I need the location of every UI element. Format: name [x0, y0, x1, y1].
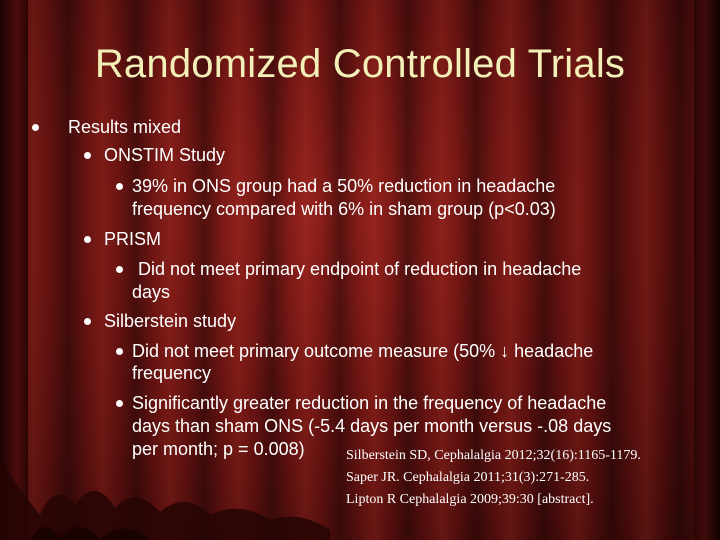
bullet-prism-result-line1: Did not meet primary endpoint of reduction in headache — [138, 259, 582, 279]
bullet-dot — [84, 152, 91, 159]
slide-title: Randomized Controlled Trials — [94, 42, 626, 86]
reference-item: Saper JR. Cephalalgia 2011;31(3):271-285. — [346, 470, 590, 485]
bullet-onstim-result-line2: frequency compared with 6% in sham group (p<0.03) — [132, 199, 556, 219]
bullet-dot — [84, 318, 91, 325]
reference-item: Silberstein SD, Cephalalgia 2012;32(16):1165-1179. — [346, 448, 641, 463]
bullet-dot — [116, 183, 123, 190]
bullet-silberstein-result2-line2: days than sham ONS (-5.4 days per month versus -.08 days — [132, 416, 612, 436]
bullet-dot — [116, 266, 123, 273]
reference-item: Lipton R Cephalalgia 2009;39:30 [abstract]. — [346, 492, 594, 507]
bullet-dot — [32, 124, 39, 131]
references — [346, 445, 718, 511]
bullet-onstim: ONSTIM Study — [104, 145, 226, 165]
bullet-silberstein: Silberstein study — [104, 311, 237, 331]
bullet-prism: PRISM — [104, 229, 162, 249]
bullet-dot — [84, 236, 91, 243]
bullet-onstim-result-line1: 39% in ONS group had a 50% reduction in headache — [132, 176, 556, 196]
bullet-silberstein-result2-line3: per month; p = 0.008) — [132, 439, 305, 459]
bullet-silberstein-result1-line2: frequency — [132, 363, 212, 383]
bullet-silberstein-result1-line1: Did not meet primary outcome measure (50% ↓ headache — [132, 341, 594, 361]
bullet-dot — [116, 400, 123, 407]
bullet-dot — [116, 348, 123, 355]
bullet-results-mixed: Results mixed — [68, 117, 182, 137]
bullet-silberstein-result2-line1: Significantly greater reduction in the frequency of headache — [132, 393, 607, 413]
bullet-prism-result-line2: days — [132, 282, 171, 302]
